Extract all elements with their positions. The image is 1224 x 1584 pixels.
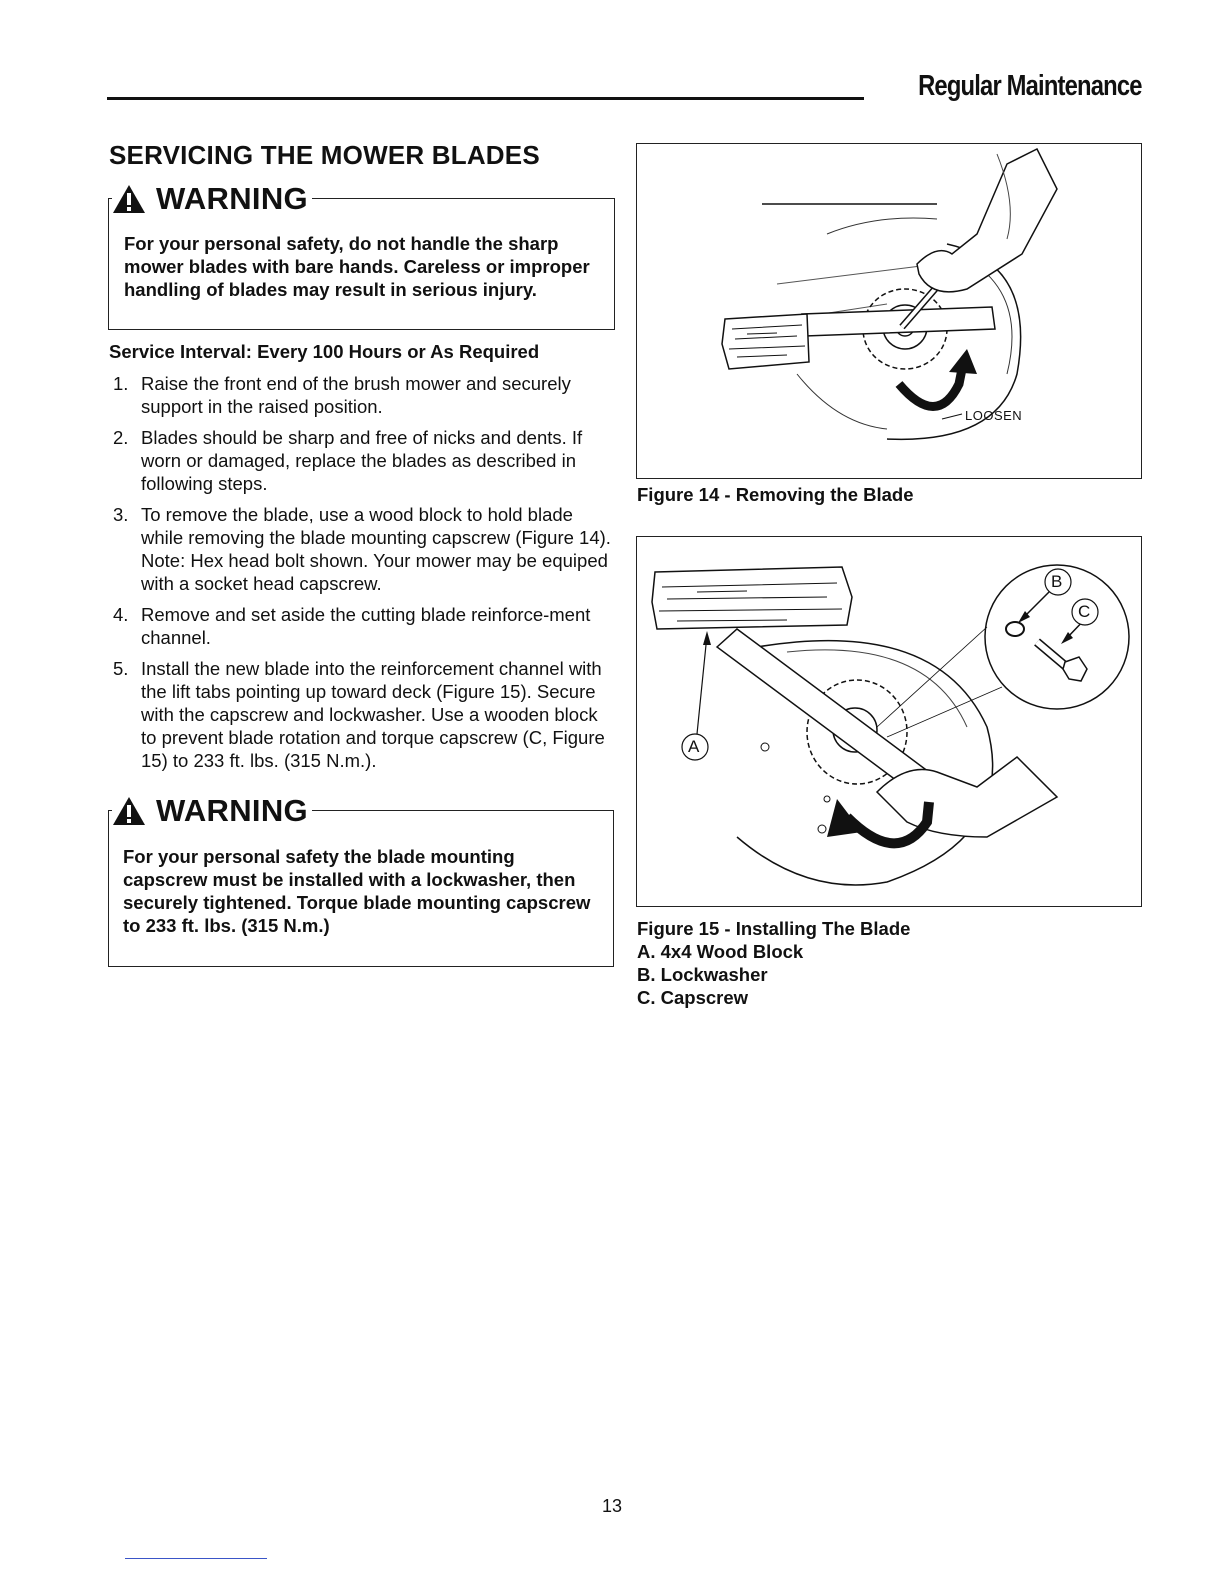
callout-a: A [688, 737, 700, 756]
page-number: 13 [601, 1496, 623, 1516]
footer-line [125, 1558, 267, 1559]
warning-heading [112, 181, 312, 217]
list-item: 5. Install the new blade into the reinforcement channel with the lift tabs pointing up toward deck (Figure 15). Secure with the capscrew and lockwasher. Use a wooden block to prevent blade rotation and torque capscrew (C, Figure 15) to 233 ft. lbs. (315 N.m.). [113, 658, 605, 771]
figure-14 [636, 143, 1142, 479]
figure-14-caption: Figure 14 - Removing the Blade [637, 484, 914, 505]
figure-14-illustration [637, 144, 1141, 478]
service-interval: Service Interval: Every 100 Hours or As Required [109, 341, 540, 362]
section-title: SERVICING THE MOWER BLADES [109, 140, 540, 170]
list-item: 3. To remove the blade, use a wood block to hold blade while removing the blade mounting capscrew (Figure 14). Note: Hex head bolt shown. Your mower may be equiped with a socket head capscrew. [113, 504, 611, 594]
figure-15 [636, 536, 1142, 907]
callout-loosen: LOOSEN [965, 408, 1023, 423]
legend-item: B. Lockwasher [637, 964, 768, 985]
figure-15-title: Figure 15 - Installing The Blade [637, 918, 911, 939]
warning-text: For your personal safety, do not handle the sharp mower blades with bare hands. Careless or improper handling of blades may result in serious injury. [124, 233, 590, 300]
list-item: 1. Raise the front end of the brush mower and securely support in the raised position. [113, 373, 571, 417]
warning-triangle-icon [112, 796, 146, 826]
warning-heading [112, 793, 312, 829]
callout-c: C [1078, 602, 1091, 621]
warning-label: WARNING [156, 793, 308, 828]
legend-item: C. Capscrew [637, 987, 749, 1008]
warning-text: For your personal safety the blade mounting capscrew must be installed with a lockwasher, then securely tightened. Torque blade mounting capscrew to 233 ft. lbs. (315 N.m.) [123, 846, 591, 936]
list-item: 2. Blades should be sharp and free of nicks and dents. If worn or damaged, replace the blades as described in following steps. [113, 427, 583, 494]
header-rule [107, 97, 864, 100]
list-item: 4. Remove and set aside the cutting blade reinforce-ment channel. [113, 604, 591, 648]
warning-triangle-icon [112, 184, 146, 214]
figure-15-illustration [637, 537, 1141, 906]
legend-item: A. 4x4 Wood Block [637, 941, 804, 962]
figure-15-caption [637, 917, 910, 1009]
header-title: Regular Maintenance [918, 70, 1142, 102]
warning-label: WARNING [156, 181, 308, 216]
steps-list [109, 372, 614, 780]
callout-b: B [1051, 572, 1063, 591]
